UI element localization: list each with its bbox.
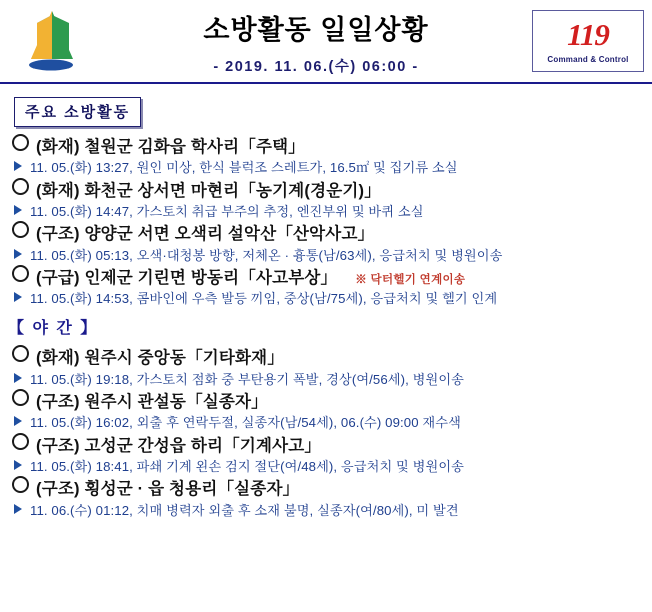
triangle-bullet-icon xyxy=(14,460,22,470)
triangle-bullet-icon xyxy=(14,161,22,171)
document-header xyxy=(0,0,652,84)
ring-bullet-icon xyxy=(12,433,29,450)
night-section-label: 【 야 간 】 xyxy=(8,320,99,338)
list-item xyxy=(12,266,644,308)
badge-caption: Command & Control xyxy=(547,54,629,64)
list-item xyxy=(12,135,644,177)
entry-detail-text: 11. 05.(화) 18:41, 파쇄 기계 왼손 검지 절단(여/48세), 응급처치 및 병원이송 xyxy=(30,459,465,474)
ring-bullet-icon xyxy=(12,345,29,362)
entry-detail xyxy=(14,203,644,220)
page-title: 소방활동 일일상황 xyxy=(203,15,429,45)
triangle-bullet-icon xyxy=(14,292,22,302)
entry-header xyxy=(12,179,644,202)
ring-bullet-icon xyxy=(12,476,29,493)
section-label-main-activities: 주요 소방활동 xyxy=(14,97,141,127)
title-container xyxy=(108,0,524,82)
logo-container xyxy=(0,0,108,82)
list-item xyxy=(12,179,644,221)
ring-bullet-icon xyxy=(12,389,29,406)
ring-bullet-icon xyxy=(12,134,29,151)
entry-title: (구조) 고성군 간성읍 하리「기계사고」 xyxy=(36,436,322,455)
page-subtitle-datetime: - 2019. 11. 06.(수) 06:00 - xyxy=(213,59,419,75)
entry-detail xyxy=(14,371,644,388)
list-item xyxy=(12,390,644,432)
day-entries-list xyxy=(0,135,652,307)
entry-title: (구조) 양양군 서면 오색리 설악산「산악사고」 xyxy=(36,225,375,244)
entry-title: (구조) 횡성군 · 읍 청용리「실종자」 xyxy=(36,480,300,499)
entry-detail xyxy=(14,247,644,264)
badge-number: 119 xyxy=(567,16,609,52)
list-item xyxy=(12,222,644,264)
gangwon-fire-emblem-icon xyxy=(11,9,97,73)
entry-header xyxy=(12,346,644,369)
entry-header xyxy=(12,477,644,500)
entry-detail xyxy=(14,159,644,176)
entry-detail xyxy=(14,290,644,307)
entry-header xyxy=(12,434,644,457)
entry-note: ※ 닥터헬기 연계이송 xyxy=(355,273,466,286)
119-command-control-badge-icon xyxy=(532,10,644,72)
entry-title: (화재) 철원군 김화읍 학사리「주택」 xyxy=(36,138,305,156)
triangle-bullet-icon xyxy=(14,416,22,426)
triangle-bullet-icon xyxy=(14,373,22,383)
triangle-bullet-icon xyxy=(14,205,22,215)
entry-header xyxy=(12,266,644,289)
triangle-bullet-icon xyxy=(14,249,22,259)
entry-title: (구급) 인제군 기린면 방동리「사고부상」 xyxy=(36,268,338,287)
entry-detail xyxy=(14,502,644,519)
entry-header xyxy=(12,222,644,245)
section-label-wrapper xyxy=(14,97,652,127)
list-item xyxy=(12,434,644,476)
entry-title: (구조) 원주시 관설동「실종자」 xyxy=(36,392,268,411)
entry-title: (화재) 화천군 상서면 마현리「농기계(경운기)」 xyxy=(36,181,381,200)
ring-bullet-icon xyxy=(12,178,29,195)
list-item xyxy=(12,346,644,388)
entry-header xyxy=(12,135,644,158)
night-entries-list xyxy=(0,346,652,518)
entry-detail-text: 11. 05.(화) 19:18, 가스토치 점화 중 부탄용기 폭발, 경상(여/56세), 병원이송 xyxy=(30,371,465,387)
entry-title: (화재) 원주시 중앙동「기타화재」 xyxy=(36,349,285,368)
ring-bullet-icon xyxy=(12,221,29,238)
entry-detail-text: 11. 05.(화) 14:53, 콤바인에 우측 발등 끼임, 중상(남/75세), 응급처치 및 헬기 인계 xyxy=(30,291,498,307)
entry-detail-text: 11. 06.(수) 01:12, 치매 병력자 외출 후 소재 불명, 실종자(여/80세), 미 발견 xyxy=(30,502,459,518)
entry-detail xyxy=(14,458,644,475)
entry-detail-text: 11. 05.(화) 05:13, 오색·대청봉 방향, 저체온 · 흉통(남/63세), 응급처치 및 병원이송 xyxy=(30,247,503,263)
entry-detail-text: 11. 05.(화) 14:47, 가스토치 취급 부주의 추정, 엔진부위 및 바퀴 소실 xyxy=(30,204,424,220)
badge-container xyxy=(524,0,652,82)
list-item xyxy=(12,477,644,519)
entry-detail xyxy=(14,414,644,431)
entry-header xyxy=(12,390,644,413)
ring-bullet-icon xyxy=(12,265,29,282)
triangle-bullet-icon xyxy=(14,504,22,514)
entry-detail-text: 11. 05.(화) 16:02, 외출 후 연락두절, 실종자(남/54세), 06.(수) 09:00 재수색 xyxy=(30,415,461,431)
entry-detail-text: 11. 05.(화) 13:27, 원인 미상, 한식 블럭조 스레트가, 16.5㎡ 및 집기류 소실 xyxy=(30,160,458,176)
